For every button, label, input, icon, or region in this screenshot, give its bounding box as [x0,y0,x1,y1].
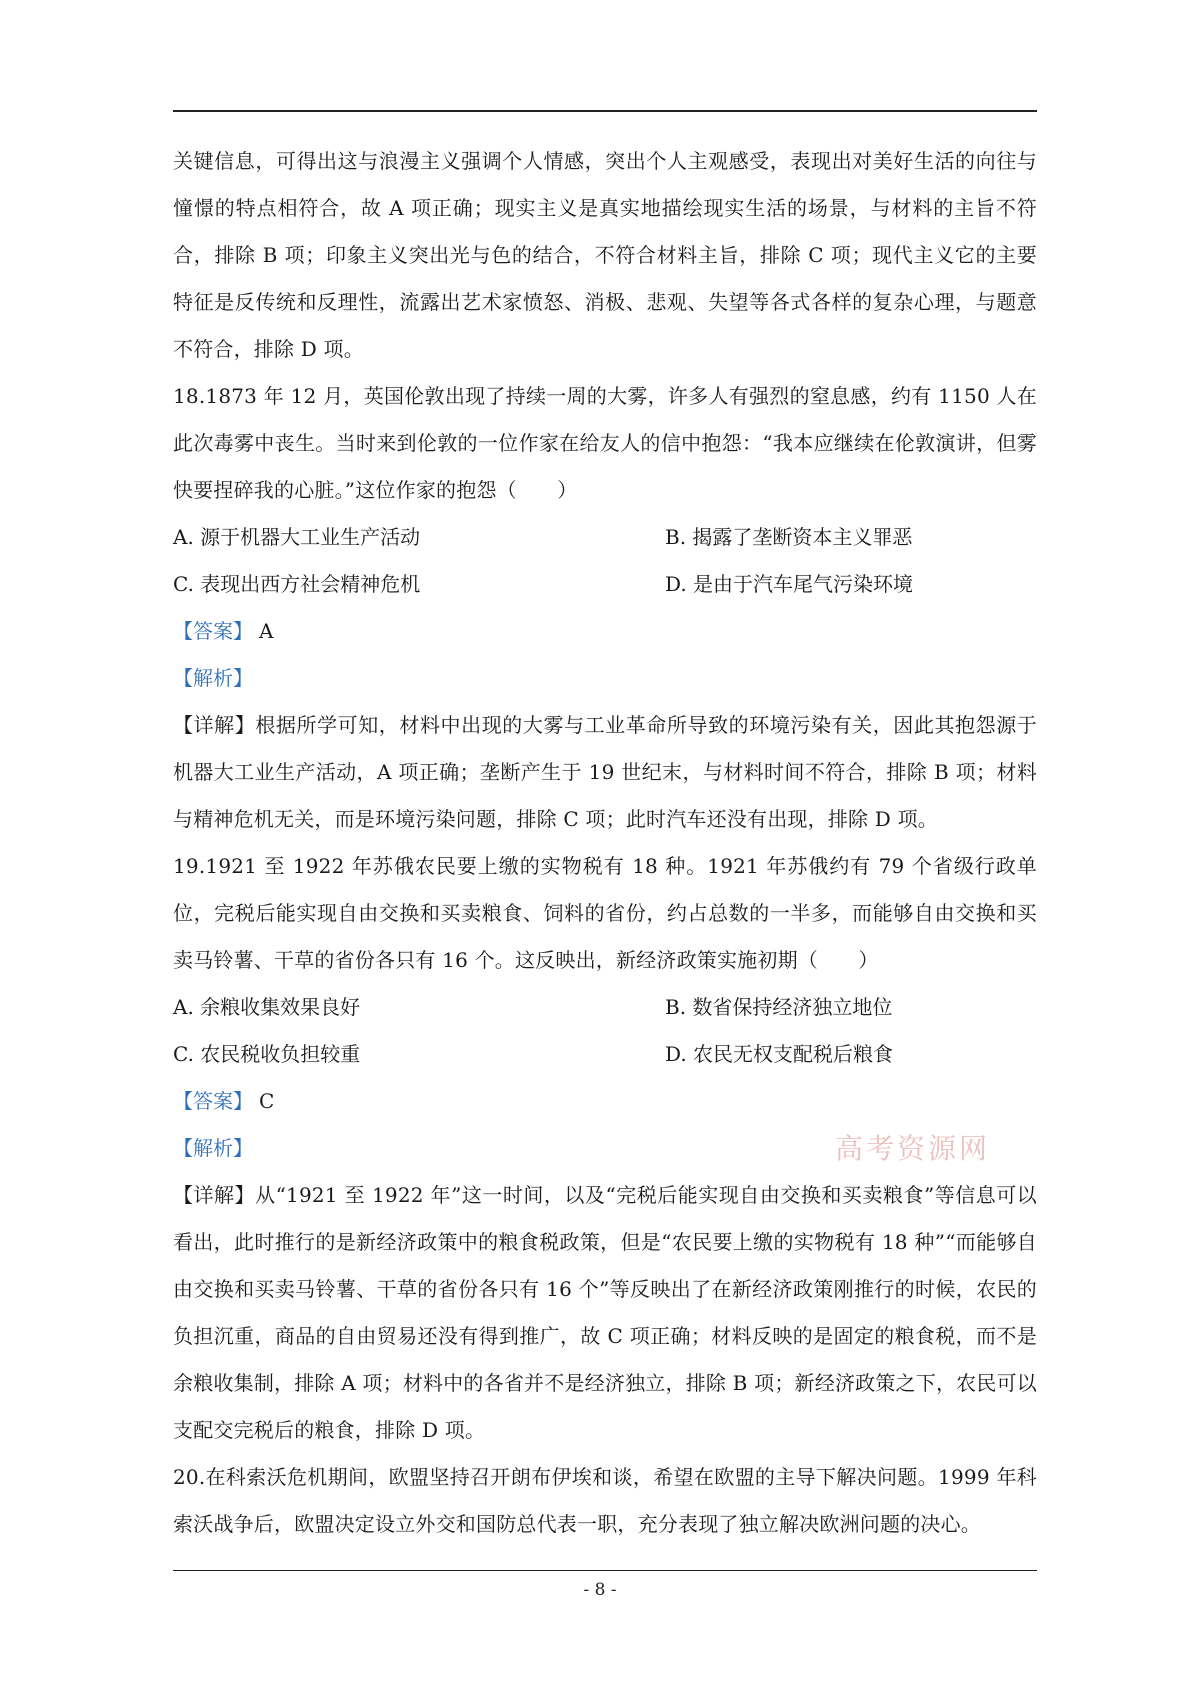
q19-answer [173,1078,1037,1125]
q18-option-d: D. 是由于汽车尾气污染环境 [665,572,914,596]
q19-stem: 19.1921 至 1922 年苏俄农民要上缴的实物税有 18 种。1921 年苏俄约有 79 个省级行政单位，完税后能实现自由交换和买卖粮食、饲料的省份，约占总数的一半多，而能够自由交换和买卖马铃薯、干草的省份各只有 16 个。这反映出，新经济政策实施初期（ ） [173,854,1037,972]
answer-tag: 【答案】 [173,619,253,643]
analysis-tag: 【解析】 [173,666,253,690]
q18-options [173,514,1037,608]
q19-option-b: B. 数省保持经济独立地位 [665,995,893,1019]
footer-rule [173,1570,1037,1571]
q19-answer-value: C [259,1089,275,1113]
q20-stem: 20.在科索沃危机期间，欧盟坚持召开朗布伊埃和谈，希望在欧盟的主导下解决问题。1999 年科索沃战争后，欧盟决定设立外交和国防总代表一职，充分表现了独立解决欧洲问题的决心。 [173,1465,1037,1536]
header-rule [173,110,1037,112]
q19-detail-text: 从“1921 至 1922 年”这一时间，以及“完税后能实现自由交换和买卖粮食”等信息可以看出，此时推行的是新经济政策中的粮食税政策，但是“农民要上缴的实物税有 18 种”“而能够自由交换和买卖马铃薯、干草的省份各只有 16 个”等反映出了在新经济政策刚推行的时候，农民的负担沉重，商品的自由贸易还没有得到推广，故 C 项正确；材料反映的是固定的粮食税，而不是余粮收集制，排除 A 项；材料中的各省并不是经济独立，排除 B 项；新经济政策之下，农民可以支配交完税后的粮食，排除 D 项。 [173,1183,1037,1442]
q19-option-c: C. 农民税收负担较重 [173,1042,361,1066]
analysis-tag: 【解析】 [173,1136,253,1160]
answer-tag: 【答案】 [173,1089,253,1113]
q18-answer-value: A [259,619,274,643]
q18-option-a: A. 源于机器大工业生产活动 [173,525,421,549]
watermark: 高考资源网 [835,1132,991,1165]
q18-detail [173,702,1037,843]
q19-detail [173,1172,1037,1454]
q18-option-b: B. 揭露了垄断资本主义罪恶 [665,525,913,549]
q18-detail-text: 根据所学可知，材料中出现的大雾与工业革命所导致的环境污染有关，因此其抱怨源于机器大工业生产活动，A 项正确；垄断产生于 19 世纪末，与材料时间不符合，排除 B 项；材料与精神危机无关，而是环境污染问题，排除 C 项；此时汽车还没有出现，排除 D 项。 [173,713,1037,831]
q18-analysis-heading [173,655,1037,702]
q18-stem: 18.1873 年 12 月，英国伦敦出现了持续一周的大雾，许多人有强烈的窒息感，约有 1150 人在此次毒雾中丧生。当时来到伦敦的一位作家在给友人的信中抱怨：“我本应继续在伦敦演讲，但雾快要捏碎我的心脏。”这位作家的抱怨（ ） [173,384,1037,502]
q19-option-a: A. 余粮收集效果良好 [173,995,361,1019]
page-content [173,138,1037,1548]
detail-tag: 【详解】 [173,713,256,737]
q19-option-d: D. 农民无权支配税后粮食 [665,1042,894,1066]
q18-option-c: C. 表现出西方社会精神危机 [173,572,421,596]
q19-options [173,984,1037,1078]
q18-answer [173,608,1037,655]
q17-analysis-continuation: 关键信息，可得出这与浪漫主义强调个人情感，突出个人主观感受，表现出对美好生活的向往与憧憬的特点相符合，故 A 项正确；现实主义是真实地描绘现实生活的场景，与材料的主旨不符合，排除 B 项；印象主义突出光与色的结合，不符合材料主旨，排除 C 项；现代主义它的主要特征是反传统和反理性，流露出艺术家愤怒、消极、悲观、失望等各式各样的复杂心理，与题意不符合，排除 D 项。 [173,149,1037,361]
page-number: - 8 - [583,1580,617,1600]
detail-tag: 【详解】 [173,1183,256,1207]
